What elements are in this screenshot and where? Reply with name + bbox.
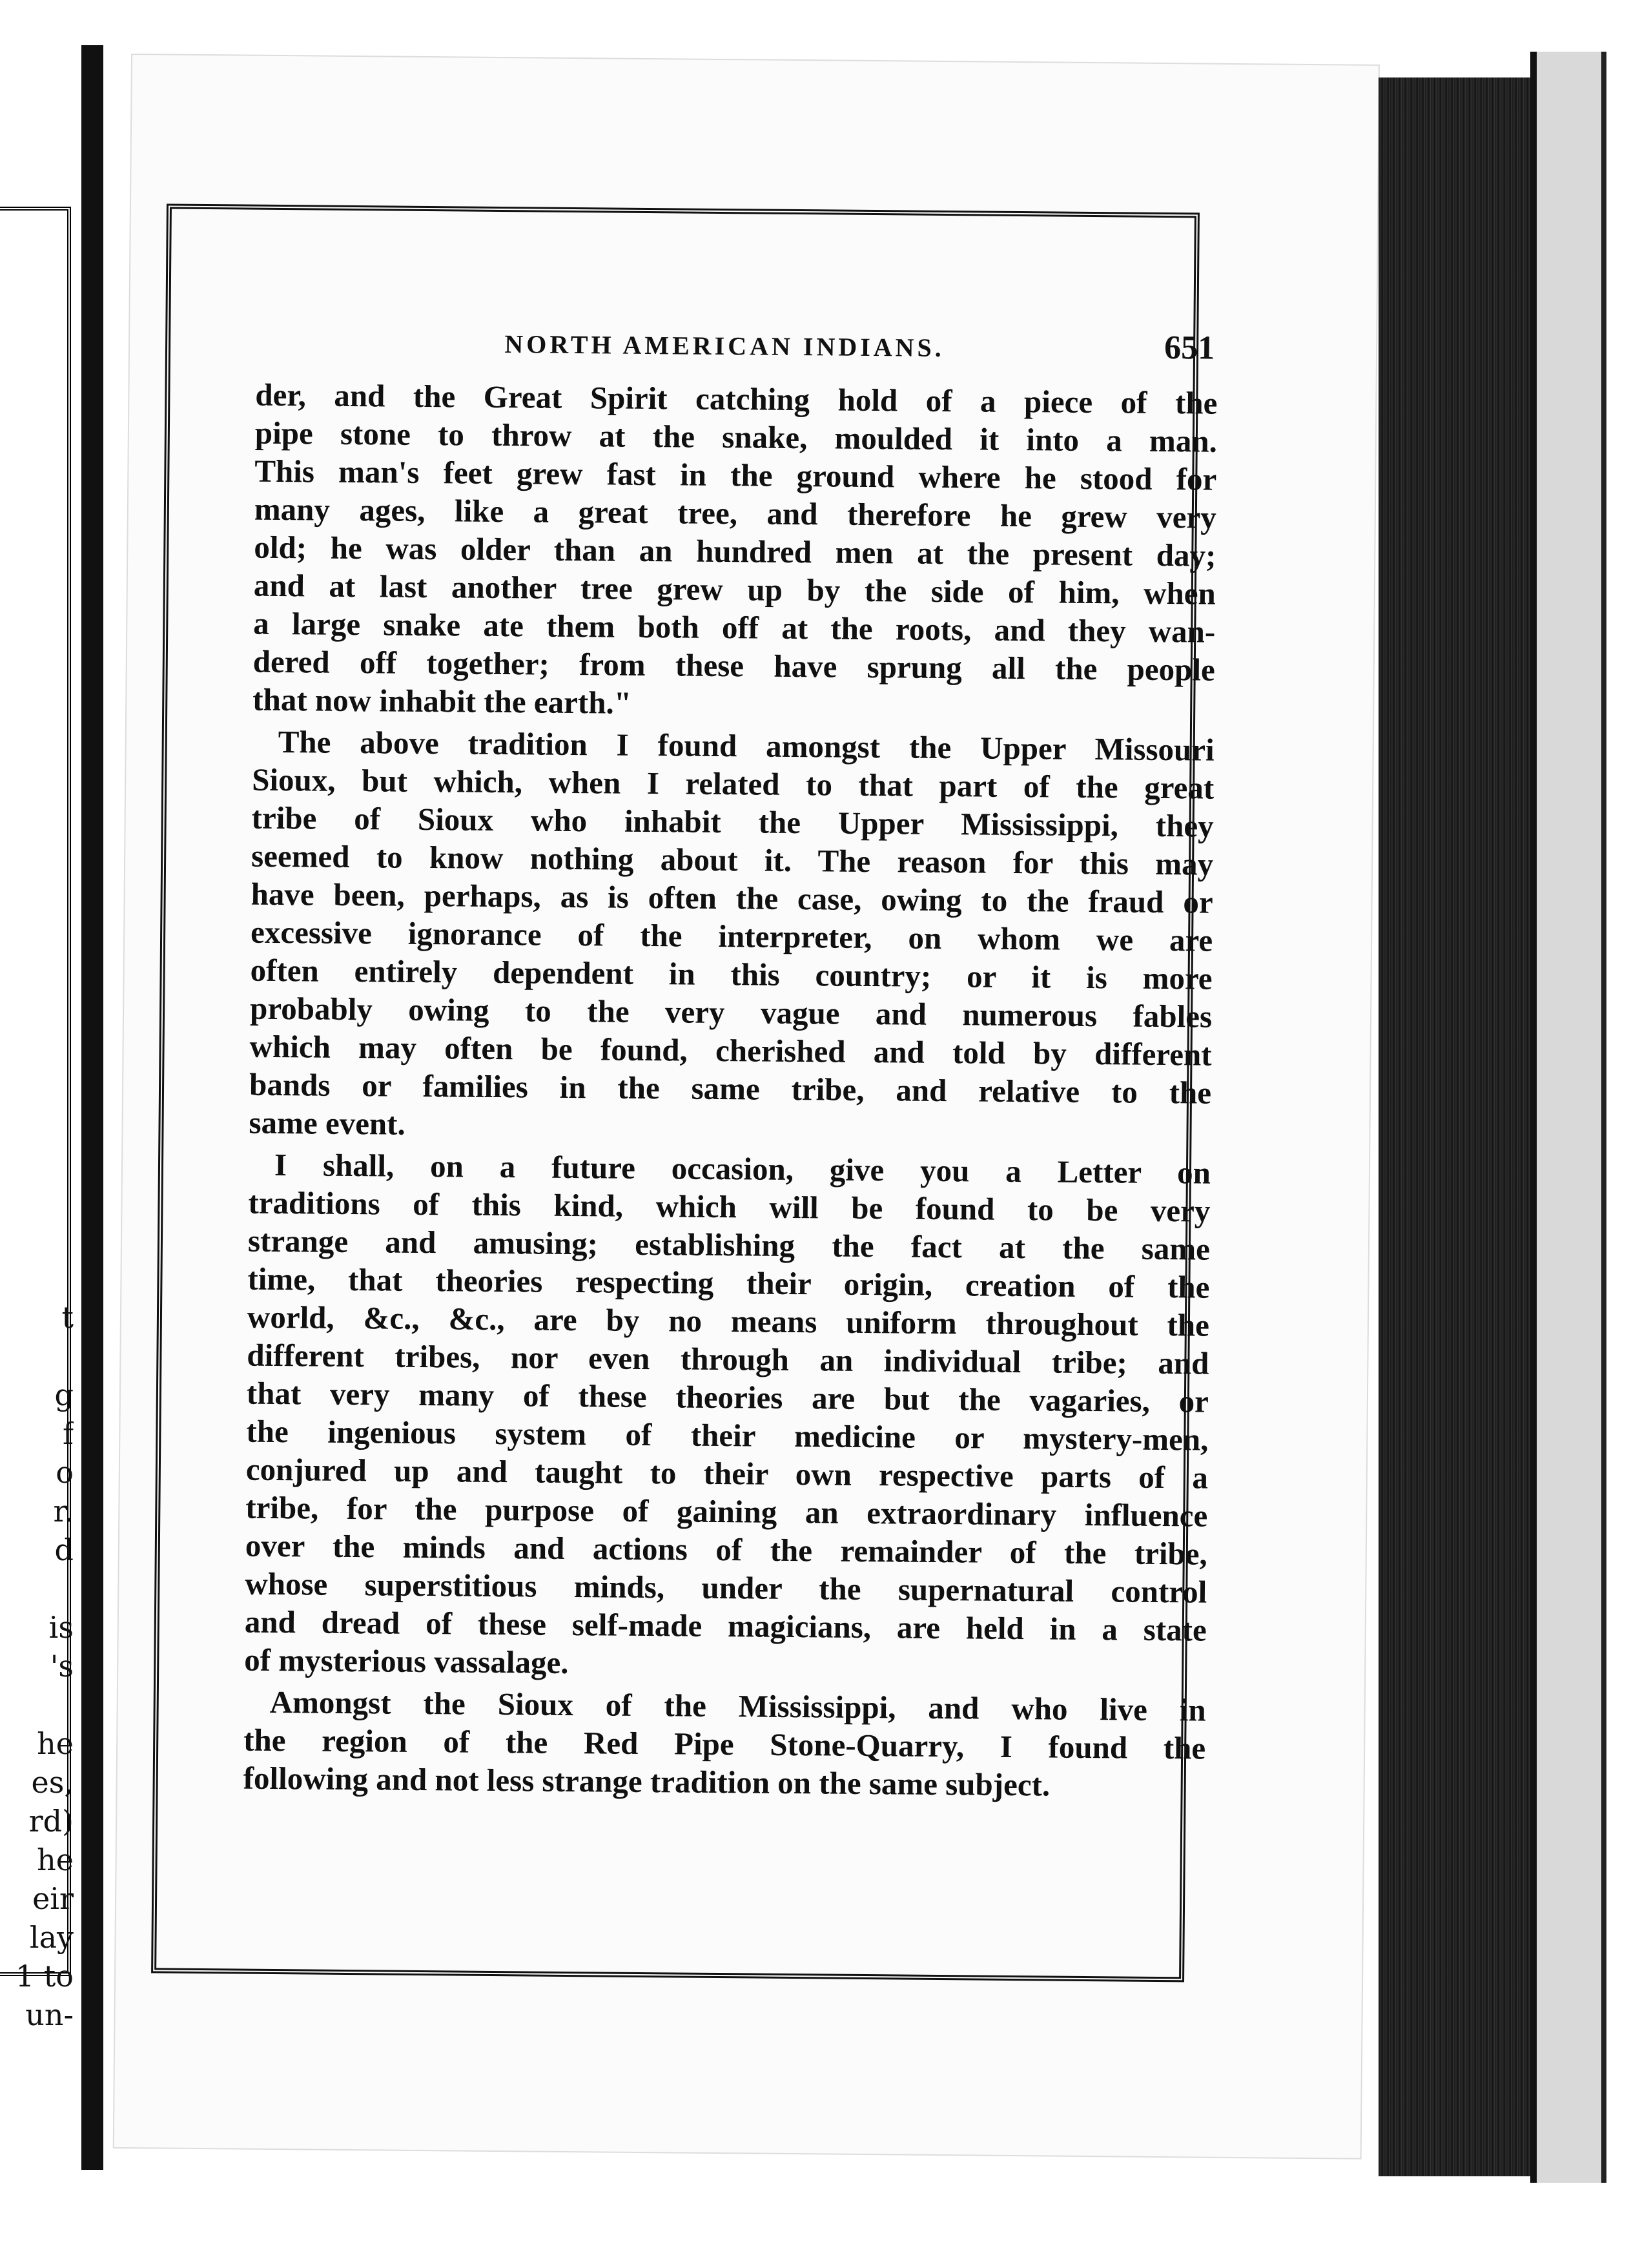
text-line: that very many of these theories are but the vagaries, or <box>246 1375 1209 1419</box>
paragraph <box>252 376 1218 727</box>
page-number: 651 <box>1164 329 1215 367</box>
facing-page-fragment <box>3 1066 74 1104</box>
facing-page-fragment <box>3 1259 74 1298</box>
facing-page-fragment: rd) <box>28 1804 74 1839</box>
text-line: traditions of this kind, which will be found to be very <box>248 1184 1211 1229</box>
facing-page-fragment: he <box>37 1726 74 1761</box>
text-line: have been, perhaps, as is often the case, owing to the fraud or <box>251 876 1213 920</box>
facing-page-fragment <box>3 291 74 329</box>
book-page <box>114 55 1379 2158</box>
running-title: NORTH AMERICAN INDIANS. <box>504 329 945 362</box>
facing-page-fragment: t <box>61 1300 74 1335</box>
text-line: This man's feet grew fast in the ground where he stood for <box>254 453 1217 497</box>
facing-page-fragment <box>3 872 74 911</box>
facing-page-fragment: d <box>54 1532 74 1567</box>
facing-page-fragment: g <box>54 1377 74 1412</box>
facing-page-fragment <box>3 756 74 794</box>
text-line: tribe of Sioux who inhabit the Upper Mississippi, they <box>251 799 1214 844</box>
facing-page-fragment <box>3 407 74 446</box>
text-line: over the minds and actions of the remainder of the tribe, <box>245 1527 1208 1572</box>
text-line: that now inhabit the earth." <box>252 681 632 721</box>
facing-page-fragment <box>3 678 74 717</box>
facing-page-fragment <box>3 329 74 368</box>
facing-page-text-fragments <box>3 213 74 2034</box>
facing-page-fragment <box>3 794 74 833</box>
paragraph <box>244 1146 1211 1687</box>
facing-page-fragment <box>3 562 74 601</box>
text-line: conjured up and taught to their own respective parts of a <box>245 1451 1209 1496</box>
facing-page-fragment <box>3 717 74 756</box>
facing-page-fragment <box>3 213 74 252</box>
facing-page-fragment <box>3 484 74 523</box>
paragraph <box>243 1683 1205 1806</box>
facing-page-fragment <box>3 1182 74 1221</box>
text-line: dered off together; from these have sprung all the people <box>252 643 1215 688</box>
text-line: often entirely dependent in this country; or it is more <box>250 952 1213 996</box>
text-line: tribe, for the purpose of gaining an extraordinary influence <box>245 1489 1208 1534</box>
text-line: many ages, like a great tree, and therefore he grew very <box>254 491 1217 535</box>
text-line: pipe stone to throw at the snake, moulded it into a man. <box>254 415 1218 459</box>
text-line: Amongst the Sioux of the Mississippi, and who live in <box>269 1684 1206 1728</box>
facing-page-fragment <box>3 639 74 678</box>
text-line: which may often be found, cherished and told by different <box>249 1028 1212 1073</box>
book-cover-edge <box>1530 52 1606 2183</box>
facing-page-fragment <box>3 1104 74 1143</box>
text-line: of mysterious vassalage. <box>244 1642 569 1680</box>
text-line: old; he was older than an hundred men at the present day; <box>254 529 1216 573</box>
facing-page-fragment <box>3 833 74 872</box>
facing-page-fragment: o <box>56 1455 74 1490</box>
facing-page-fragment <box>3 911 74 949</box>
facing-page-fragment <box>3 601 74 639</box>
facing-page-fragment <box>3 949 74 988</box>
text-line: and dread of these self-made magicians, are held in a state <box>244 1603 1207 1648</box>
facing-page-fragment: is <box>48 1610 74 1645</box>
text-line: same event. <box>249 1104 406 1142</box>
text-line: der, and the Great Spirit catching hold of a piece of the <box>255 376 1218 421</box>
facing-page-fragment <box>3 1337 74 1376</box>
text-line: Sioux, but which, when I related to that part of the great <box>251 761 1215 806</box>
facing-page-fragment: un- <box>25 1997 74 2032</box>
text-line: strange and amusing; establishing the fact at the same <box>247 1222 1211 1267</box>
text-line: and at last another tree grew up by the side of him, when <box>253 567 1216 612</box>
text-line: bands or families in the same tribe, and relative to the <box>249 1066 1212 1111</box>
facing-page-fragment <box>3 1569 74 1608</box>
facing-page-fragment: 1 to <box>15 1959 74 1994</box>
text-line: seemed to know nothing about it. The reason for this may <box>251 838 1214 882</box>
paragraph <box>249 723 1215 1150</box>
facing-page-fragment <box>3 1221 74 1259</box>
text-line: probably owing to the very vague and numerous fables <box>249 990 1213 1035</box>
facing-page-fragment <box>3 1686 74 1724</box>
text-line: excessive ignorance of the interpreter, on whom we are <box>250 914 1213 958</box>
text-line: I shall, on a future occasion, give you a Letter on <box>274 1146 1211 1191</box>
facing-page-fragment <box>3 523 74 562</box>
facing-page-fragment: f <box>62 1416 74 1451</box>
facing-page-fragment: 's <box>50 1649 74 1684</box>
facing-page-fragment <box>3 446 74 484</box>
facing-page-fragment <box>3 1027 74 1066</box>
page-body-text <box>243 376 1217 1809</box>
facing-page-fragment <box>3 252 74 291</box>
facing-page-fragment <box>3 1143 74 1182</box>
text-line: whose superstitious minds, under the supernatural control <box>245 1565 1207 1610</box>
running-head <box>285 321 1215 367</box>
text-line: different tribes, nor even through an individual tribe; and <box>247 1337 1209 1381</box>
facing-page-fragment <box>3 988 74 1027</box>
facing-page-fragment: es, <box>31 1765 74 1800</box>
text-line: the region of the Red Pipe Stone-Quarry, I found the <box>243 1722 1206 1766</box>
facing-page <box>0 45 103 2170</box>
text-line: time, that theories respecting their origin, creation of the <box>247 1261 1210 1305</box>
book-page-edges <box>1379 77 1540 2176</box>
facing-page-fragment <box>3 368 74 407</box>
facing-page-fragment: r. <box>53 1494 74 1529</box>
facing-page-fragment: he <box>37 1842 74 1877</box>
facing-page-fragment: lay <box>29 1920 74 1955</box>
text-line: following and not less strange tradition on the same subject. <box>243 1760 1051 1803</box>
facing-page-fragment: eir <box>32 1881 74 1916</box>
text-line: the ingenious system of their medicine or mystery-men, <box>246 1413 1209 1458</box>
text-line: The above tradition I found amongst the Upper Missouri <box>278 724 1215 768</box>
text-line: world, &c., &c., are by no means uniform throughout the <box>247 1299 1210 1343</box>
text-line: a large snake ate them both off at the roots, and they wan- <box>253 605 1216 650</box>
